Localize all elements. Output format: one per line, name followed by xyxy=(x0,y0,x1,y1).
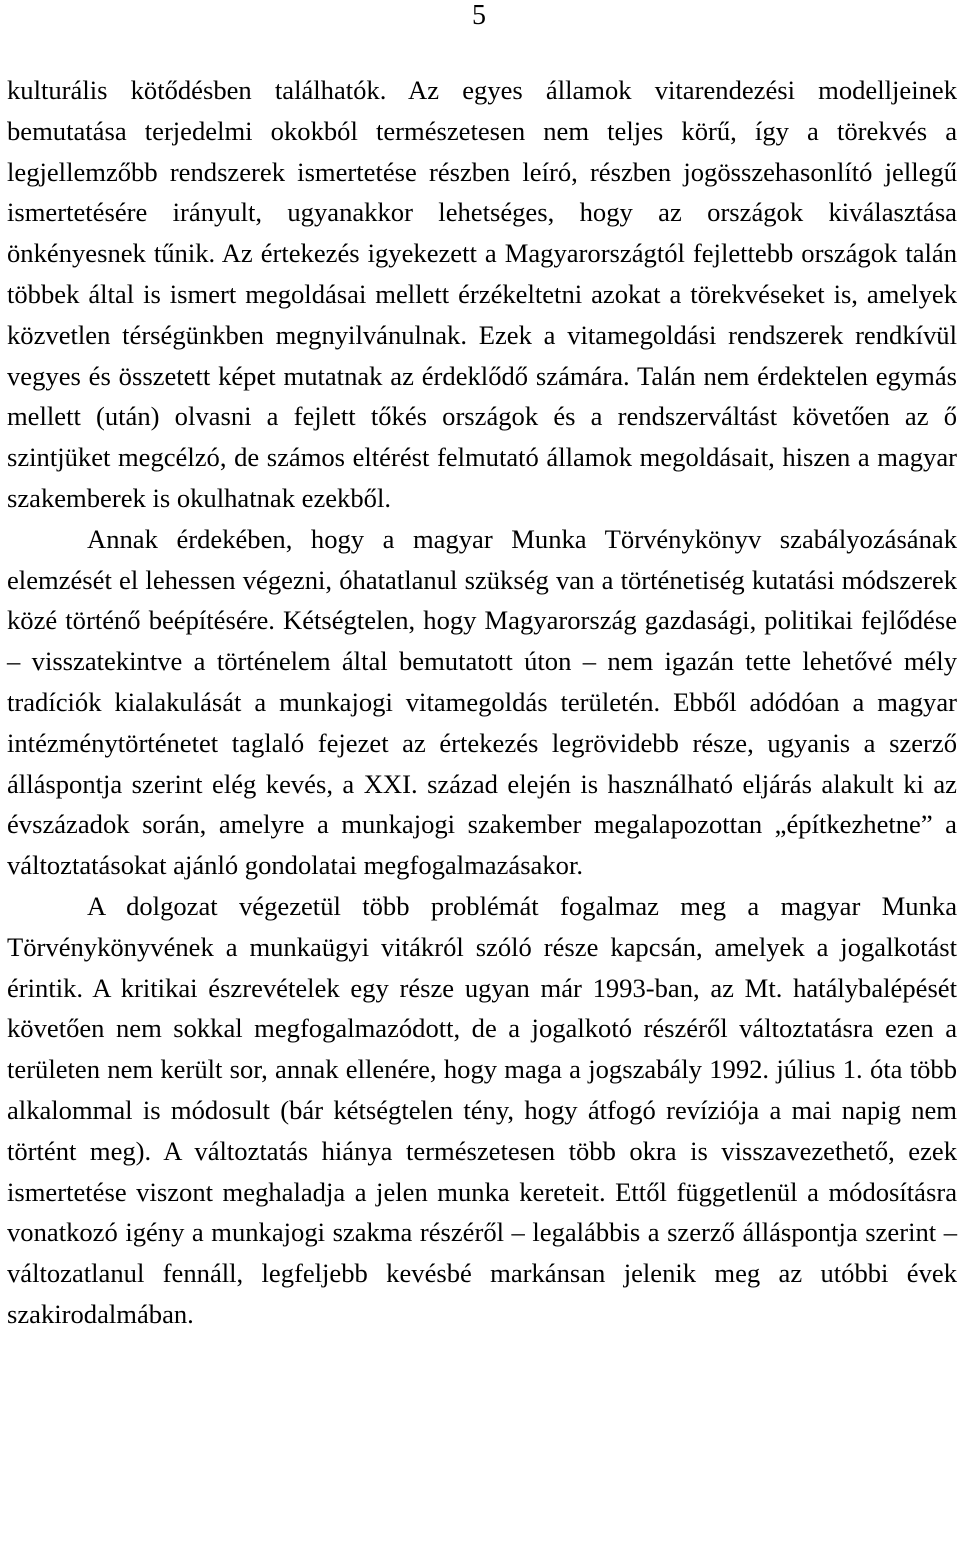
paragraph-3: A dolgozat végezetül több problémát fogalmaz meg a magyar Munka Törvénykönyvének a munkaügyi vitákról szóló része kapcsán, amelyek a jogalkotást érintik. A kritikai észrevételek egy része ugyan már 1993-ban, az Mt. hatálybalépését követően nem sokkal megfogalmazódott, de a jogalkotó részéről változtatásra ezen a területen nem került sor, annak ellenére, hogy maga a jogszabály 1992. július 1. óta több alkalommal is módosult (bár kétségtelen tény, hogy átfogó revíziója a mai napig nem történt meg). A változtatás hiánya természetesen több okra is visszavezethető, ezek ismertetése viszont meghaladja a jelen munka kereteit. Ettől függetlenül a módosításra vonatkozó igény a munkajogi szakma részéről – legalábbis a szerző álláspontja szerint – változatlanul fennáll, legfeljebb kevésbé markánsan jelenik meg az utóbbi évek szakirodalmában. xyxy=(7,890,957,1329)
page-number: 5 xyxy=(472,0,486,31)
body-text xyxy=(7,70,957,1335)
paragraph-2: Annak érdekében, hogy a magyar Munka Törvénykönyv szabályozásának elemzését el lehessen végezni, óhatatlanul szükség van a történetiség kutatási módszerek közé történő beépítésére. Kétségtelen, hogy Magyarország gazdasági, politikai fejlődése – visszatekintve a történelem által bemutatott úton – nem igazán tette lehetővé mély tradíciók kialakulását a munkajogi vitamegoldás területén. Ebből adódóan a magyar intézménytörténetet taglaló fejezet az értekezés legrövidebb része, ugyanis a szerző álláspontja szerint elég kevés, a XXI. század elején is használható eljárás alakult ki az évszázadok során, amelyre a munkajogi szakember megalapozottan „építkezhetne” a változtatásokat ajánló gondolatai megfogalmazásakor. xyxy=(7,523,957,881)
paragraph-1: kulturális kötődésben találhatók. Az egyes államok vitarendezési modelljeinek bemutatása terjedelmi okokból természetesen nem teljes körű, így a törekvés a legjellemzőbb rendszerek ismertetése részben leíró, részben jogösszehasonlító jellegű ismertetésére irányult, ugyanakkor lehetséges, hogy az országok kiválasztása önkényesnek tűnik. Az értekezés igyekezett a Magyarországtól fejlettebb országok talán többek által is ismert megoldásai mellett érzékeltetni azokat a törekvéseket is, amelyek közvetlen térségünkben megnyilvánulnak. Ezek a vitamegoldási rendszerek rendkívül vegyes és összetett képet mutatnak az érdeklődő számára. Talán nem érdektelen egymás mellett (után) olvasni a fejlett tőkés országok és a rendszerváltást követően az ő szintjüket megcélzó, de számos eltérést felmutató államok megoldásait, hiszen a magyar szakemberek is okulhatnak ezekből. xyxy=(7,75,957,513)
